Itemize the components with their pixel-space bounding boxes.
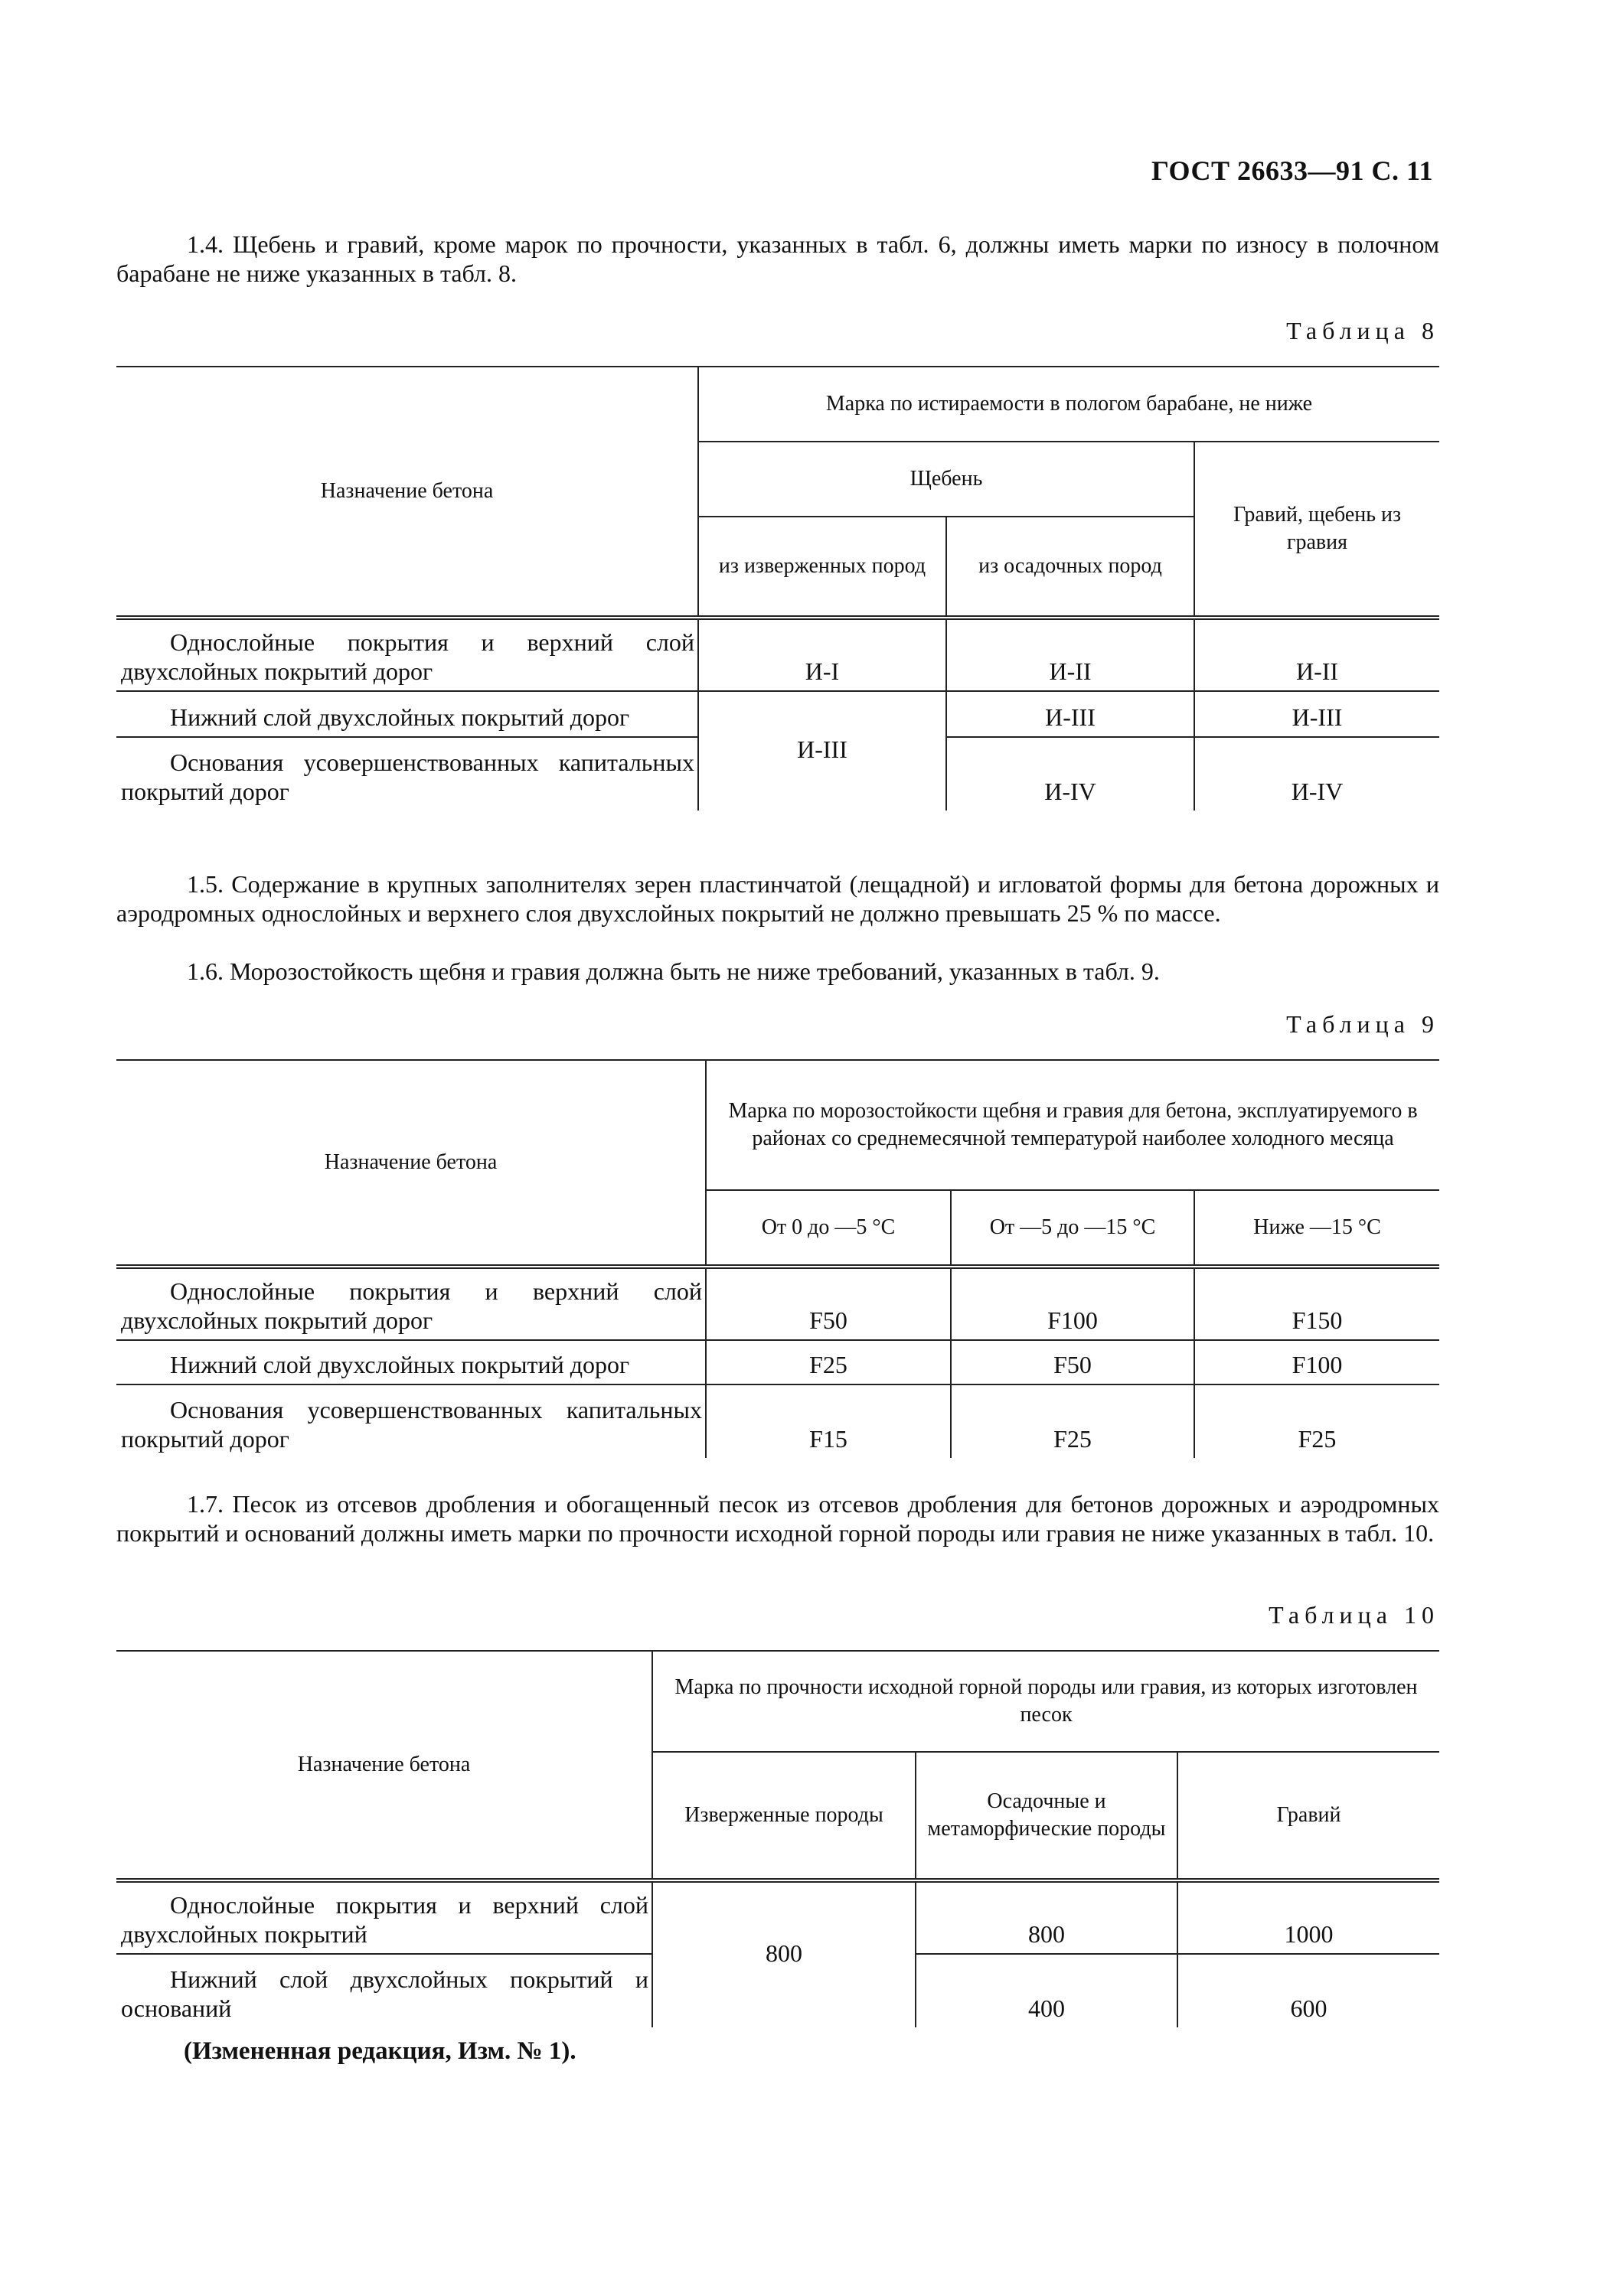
- table-9-header-col-1: От 0 до —5 °С: [706, 1190, 951, 1267]
- table-8-row-1-sedimentary: И-II: [946, 618, 1194, 691]
- table-10-row-2-purpose: Нижний слой двухслойных покрытий и оснований: [116, 1954, 652, 2027]
- page-header: ГОСТ 26633—91 С. 11: [1151, 155, 1433, 186]
- table-10-row-1-2-v1: 800: [652, 1880, 916, 2027]
- table-8-row-2-3-igneous: И-III: [698, 691, 946, 810]
- table-8-row-2-sedimentary: И-III: [946, 691, 1194, 737]
- table-9-row-3-v3: F25: [1298, 1425, 1337, 1453]
- table-9-row-3-purpose: Основания усовершенствованных капитальных покрытий дорог: [116, 1384, 706, 1458]
- paragraph-1-5: 1.5. Содержание в крупных заполнителях зерен пластинчатой (лещадной) и игловатой формы для бетона дорожных и аэродромных однослойных и верхнего слоя двухслойных покрытий не должно превышать 25 % по массе.: [116, 870, 1439, 927]
- table-8-header-sedimentary: из осадочных пород: [946, 517, 1194, 618]
- table-9-header-purpose: Назначение бетона: [116, 1060, 706, 1267]
- table-10-header-col-1: Изверженные породы: [652, 1752, 916, 1880]
- paragraph-1-6: 1.6. Морозостойкость щебня и гравия должна быть не ниже требований, указанных в табл. 9.: [187, 957, 1160, 985]
- table-8-row-3-gravel: И-IV: [1291, 778, 1344, 805]
- table-9: [116, 1059, 1439, 1458]
- table-10-header-group: Марка по прочности исходной горной породы или гравия, из которых изготовлен песок: [652, 1651, 1439, 1752]
- table-8-row-2-purpose: Нижний слой двухслойных покрытий дорог: [116, 691, 698, 737]
- table-9-row-2-v2: F50: [951, 1340, 1194, 1384]
- table-8: [116, 366, 1439, 810]
- table-9-row-2-v1: F25: [706, 1340, 951, 1384]
- table-8-row-3-purpose: Основания усовершенствованных капитальных покрытий дорог: [116, 737, 698, 810]
- table-9-row-1-purpose: Однослойные покрытия и верхний слой двухслойных покрытий дорог: [116, 1267, 706, 1340]
- paragraph-1-7: 1.7. Песок из отсевов дробления и обогащенный песок из отсевов дробления для бетонов дорожных и аэродромных покрытий и оснований должны иметь марки по прочности исходной горной породы или гравия не ниже указанных в табл. 10.: [116, 1490, 1439, 1547]
- table-8-row-1-purpose: Однослойные покрытия и верхний слой двухслойных покрытий дорог: [116, 618, 698, 691]
- table-9-row-1-v2: F100: [951, 1267, 1194, 1340]
- table-8-row-1-gravel: И-II: [1194, 618, 1439, 691]
- table-8-header-purpose: Назначение бетона: [116, 367, 698, 618]
- table-10: [116, 1650, 1439, 2027]
- table-8-header-gravel: Гравий, щебень из гравия: [1194, 442, 1439, 618]
- table-8-caption: Таблица 8: [1286, 317, 1439, 344]
- table-10-row-1-v2: 800: [916, 1880, 1177, 1954]
- table-10-header-col-3: Гравий: [1177, 1752, 1439, 1880]
- table-9-row-3-v1: F15: [706, 1384, 951, 1458]
- table-8-row-3-sedimentary: И-IV: [946, 737, 1194, 810]
- table-10-header-purpose: Назначение бетона: [116, 1651, 652, 1880]
- table-9-row-1-v3: F150: [1194, 1267, 1439, 1340]
- table-8-row-2-gravel: И-III: [1194, 691, 1439, 737]
- table-8-header-igneous: из изверженных пород: [698, 517, 946, 618]
- table-9-caption: Таблица 9: [1286, 1010, 1439, 1038]
- table-9-header-col-3: Ниже —15 °С: [1194, 1190, 1439, 1267]
- table-8-row-1-igneous: И-I: [698, 618, 946, 691]
- table-9-row-2-v3: F100: [1194, 1340, 1439, 1384]
- table-9-header-col-2: От —5 до —15 °С: [951, 1190, 1194, 1267]
- table-10-caption: Таблица 10: [1269, 1601, 1439, 1629]
- table-9-row-2-purpose: Нижний слой двухслойных покрытий дорог: [116, 1340, 706, 1384]
- table-9-row-1-v1: F50: [706, 1267, 951, 1340]
- table-8-header-group: Марка по истираемости в пологом барабане, не ниже: [698, 367, 1439, 442]
- table-10-row-1-v3: 1000: [1177, 1880, 1439, 1954]
- table-9-row-3-v2: F25: [951, 1384, 1194, 1458]
- table-9-header-group: Марка по морозостойкости щебня и гравия для бетона, эксплуатируемого в районах со среднемесячной температурой наиболее холодного месяца: [706, 1060, 1439, 1190]
- table-10-row-2-v2: 400: [916, 1954, 1177, 2027]
- amendment-note: (Измененная редакция, Изм. № 1).: [184, 2037, 576, 2065]
- table-8-header-crushed: Щебень: [698, 442, 1194, 517]
- table-10-header-col-2: Осадочные и метаморфические породы: [916, 1752, 1177, 1880]
- table-10-row-2-v3: 600: [1290, 1994, 1327, 2022]
- table-10-row-1-purpose: Однослойные покрытия и верхний слой двухслойных покрытий: [116, 1880, 652, 1954]
- paragraph-1-4: 1.4. Щебень и гравий, кроме марок по прочности, указанных в табл. 6, должны иметь марки по износу в полочном барабане не ниже указанных в табл. 8.: [116, 230, 1439, 287]
